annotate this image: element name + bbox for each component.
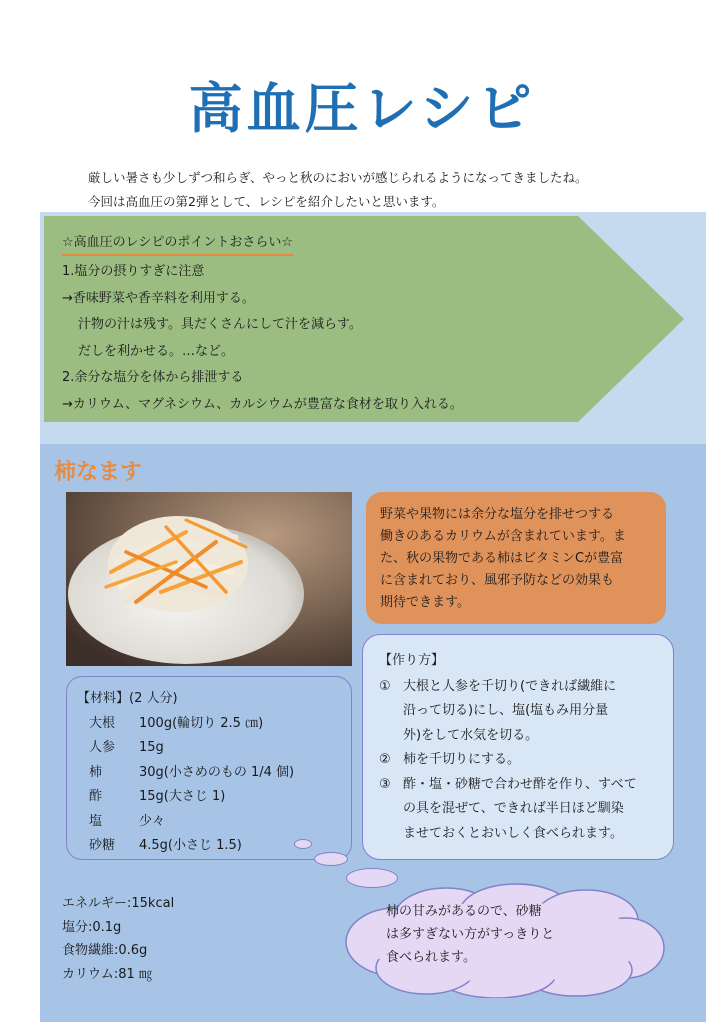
step-line: 酢・塩・砂糖で合わせ酢を作り、すべて [403,776,637,792]
nutrition-potassium: カリウム:81 ㎎ [62,966,152,982]
tip-line: は多すぎない方がすっきりと [386,927,555,942]
ingredient-name: 柿 [89,764,103,780]
step-line: 外)をして水気を切る。 [403,727,539,743]
point-subitem: だしを利かせる。…など。 [78,343,235,359]
point-item: 2.余分な塩分を体から排泄する [62,370,244,386]
step-number: ③ [379,776,391,792]
intro-text [88,166,588,214]
tip-text [386,900,554,969]
step-item [379,773,659,847]
ingredient-name: 砂糖 [89,838,116,853]
intro-line: 厳しい暑さも少しずつ和らぎ、やっと秋のにおいが感じられるようになってきましたね。 [88,170,588,185]
benefit-line: 働きのあるカリウムが含まれています。ま [380,529,626,544]
nutrition-energy: エネルギー:15kcal [62,896,175,911]
nutrition-fiber: 食物繊維:0.6g [62,943,148,958]
nutrition-info [62,892,174,986]
step-line: 大根と人参を千切り(できれば繊維に [403,678,617,694]
step-item [379,675,659,749]
ingredient-amount: 少々 [139,813,166,829]
point-subitem: →カリウム、マグネシウム、カルシウムが豊富な食材を取り入れる。 [62,396,463,412]
benefit-line: 野菜や果物には余分な塩分を排せつする [380,507,615,522]
benefit-line: 期待できます。 [380,595,470,610]
points-heading: ☆高血圧のレシピのポイントおさらい☆ [62,232,293,256]
benefit-line: た、秋の果物である柿はビタミンCが豊富 [380,551,624,566]
ingredients-box [66,676,352,860]
step-number: ① [379,678,391,694]
step-item [379,748,659,773]
thought-bubble-small [294,839,312,849]
ingredient-amount: 30g(小さめのもの 1/4 個) [139,764,295,780]
step-line: 柿を千切りにする。 [403,752,521,767]
benefit-line: に含まれており、風邪予防などの効果も [380,573,615,588]
ingredient-amount: 15g [139,740,164,755]
ingredient-row [77,810,341,835]
steps-box [362,634,674,860]
tip-line: 柿の甘みがあるので、砂糖 [386,904,542,919]
steps-heading: 【作り方】 [379,653,445,668]
ingredient-name: 大根 [89,715,116,731]
step-line: の具を混ぜて、できれば半日ほど馴染 [403,801,624,816]
ingredient-row [77,736,341,761]
ingredient-row [77,712,341,737]
ingredient-name: 塩 [89,813,103,829]
intro-line: 今回は高血圧の第2弾として、レシピを紹介したいと思います。 [88,194,445,209]
point-subitem: 汁物の汁は残す。具だくさんにして汁を減らす。 [78,317,362,333]
step-line: 沿って切る)にし、塩(塩もみ用分量 [403,703,609,718]
tip-line: 食べられます。 [386,950,476,965]
point-item: 1.塩分の摂りすぎに注意 [62,264,205,279]
step-number: ② [379,752,391,767]
ingredient-name: 人参 [89,740,116,755]
thought-bubble-medium [314,852,348,866]
page-title: 高血圧レシピ [188,77,536,140]
ingredients-heading: 【材料】(2 人分) [77,691,178,706]
nutrition-salt: 塩分:0.1g [62,919,122,935]
benefit-box [366,492,666,624]
point-subitem: →香味野菜や香辛料を利用する。 [62,290,255,306]
points-list [62,230,463,419]
ingredient-name: 酢 [89,789,103,804]
step-line: ませておくとおいしく食べられます。 [403,825,623,841]
dish-title: 柿なます [54,460,143,485]
dish-photo [66,492,352,666]
ingredient-row [77,785,341,810]
ingredient-row [77,761,341,786]
ingredient-amount: 15g(大さじ 1) [139,789,226,804]
ingredient-amount: 100g(輪切り 2.5 ㎝) [139,715,264,731]
ingredient-amount: 4.5g(小さじ 1.5) [139,838,242,853]
